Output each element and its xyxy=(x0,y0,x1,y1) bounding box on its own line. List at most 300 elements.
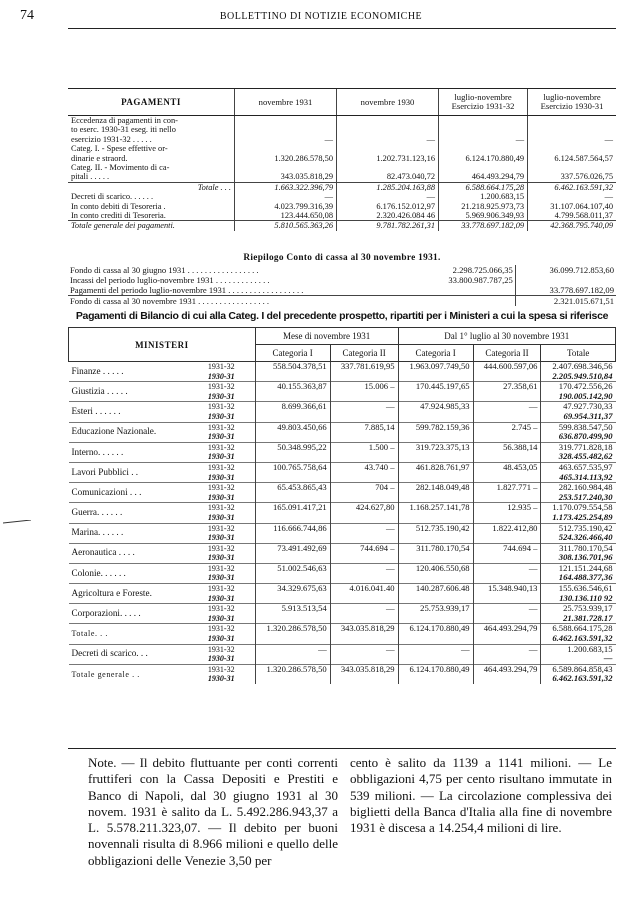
payments-row-label: Decreti di scarico. . . . . . xyxy=(71,192,154,202)
ministries-sub-1: Categoria II xyxy=(330,345,398,362)
ministry-prev-total: — xyxy=(541,654,616,664)
ministry-cell: 51.002.546,63 xyxy=(255,563,330,573)
ministry-cell-empty xyxy=(473,674,541,684)
payments-cell xyxy=(528,116,616,126)
ministry-year-prev-label: 1930-31 xyxy=(207,593,235,603)
ministry-row xyxy=(69,362,616,372)
ministry-cell: 50.348.995,22 xyxy=(255,442,330,452)
ministry-cell: 170.472.556,26 xyxy=(541,382,616,392)
ministry-cell-empty xyxy=(255,473,330,483)
payments-cell: 464.493.294,79 xyxy=(439,172,528,182)
recap-label: Pagamenti del periodo luglio-novembre 1931 . . . . . . . . . . . . . . . . . . xyxy=(70,285,304,295)
ministry-cell: 343.035.818,29 xyxy=(330,664,398,674)
ministry-name: Educazione Nazionale. xyxy=(69,422,202,442)
ministry-cell-empty xyxy=(473,654,541,664)
ministry-year-prev-label: 1930-31 xyxy=(207,553,235,563)
ministry-year-current: 1931-32 xyxy=(202,543,255,553)
payments-cell: — xyxy=(337,135,439,144)
ministry-cell: — xyxy=(330,644,398,654)
payments-row xyxy=(68,182,616,192)
ministry-cell-empty xyxy=(255,412,330,422)
recap-balance xyxy=(515,275,616,285)
ministry-cell: 65.453.865,43 xyxy=(255,483,330,493)
table-bottom-rule xyxy=(68,748,616,749)
ministry-year-current: 1931-32 xyxy=(202,462,255,472)
ministry-year-prev xyxy=(202,594,255,604)
recap-table xyxy=(68,265,616,306)
recap-amount xyxy=(415,296,516,307)
payments-cell: 4.799.568.011,37 xyxy=(528,211,616,221)
recap-row xyxy=(68,285,616,296)
ministry-row xyxy=(69,523,616,533)
payments-cell: 6.588.664.175,28 xyxy=(439,182,528,192)
ministry-cell-empty xyxy=(398,654,473,664)
ministry-cell: 512.735.190,42 xyxy=(398,523,473,533)
payments-cell xyxy=(337,116,439,126)
ministry-prev-total: 2.205.949.510,84 xyxy=(541,372,616,382)
payments-row xyxy=(68,116,616,126)
ministry-cell-empty xyxy=(398,452,473,462)
ministry-year-current: 1931-32 xyxy=(202,563,255,573)
payments-cell: — xyxy=(337,192,439,201)
ministry-cell: 120.406.550,68 xyxy=(398,563,473,573)
ministry-cell-empty xyxy=(398,432,473,442)
payments-cell xyxy=(337,144,439,153)
ministry-year-current: 1931-32 xyxy=(202,644,255,654)
ministry-cell: — xyxy=(330,604,398,614)
ministry-row xyxy=(69,503,616,513)
ministry-cell: 140.287.606.48 xyxy=(398,584,473,594)
recap-row xyxy=(68,275,616,285)
ministry-cell-empty xyxy=(473,412,541,422)
payments-cell: 21.218.925.973,73 xyxy=(439,202,528,211)
ministry-year-prev xyxy=(202,654,255,664)
ministry-prev-total: 21.381.728.17 xyxy=(541,614,616,624)
ministry-row xyxy=(69,543,616,553)
ministry-year-prev xyxy=(202,473,255,483)
payments-row-label: Categ. I. - Spese effettive or- xyxy=(71,144,168,154)
ministry-year-prev-label: 1930-31 xyxy=(207,452,235,462)
ministry-year-prev-label: 1930-31 xyxy=(207,674,235,684)
ministry-name: Aeronautica . . . . xyxy=(69,543,202,563)
recap-label: Fondo di cassa al 30 giugno 1931 . . . . . . . . . . . . . . . . . xyxy=(70,265,259,275)
ministry-cell: 282.148.049,48 xyxy=(398,483,473,493)
ministries-sub-0: Categoria I xyxy=(255,345,330,362)
ministry-cell-empty xyxy=(398,473,473,483)
ministry-prev-total: 6.462.163.591,32 xyxy=(541,674,616,684)
ministry-cell-empty xyxy=(398,614,473,624)
ministry-cell: 165.091.417,21 xyxy=(255,503,330,513)
ministry-name: Lavori Pubblici . . xyxy=(69,462,202,482)
ministry-year-current: 1931-32 xyxy=(202,523,255,533)
payments-cell: 82.473.040,72 xyxy=(337,172,439,182)
ministry-year-prev xyxy=(202,634,255,644)
ministry-cell: — xyxy=(473,563,541,573)
ministry-cell-empty xyxy=(473,634,541,644)
ministry-cell: — xyxy=(255,644,330,654)
ministry-cell-empty xyxy=(398,392,473,402)
note-left: Note. — Il debito fluttuante per conti correnti fruttiferi con la Cassa Depositi e Prestiti e Banco di Napoli, dal 30 giugno 1931 al 30 novem. 1931 è salito da L. 5.492.286.943,37 a L. 5.578.211.323,07. — Il debito per buoni novennali risulta di 8.966 milioni e quello delle obbligazioni delle Venezie 3,50 per xyxy=(88,755,338,868)
ministry-cell: 1.320.286.578,50 xyxy=(255,664,330,674)
ministry-cell: 704 – xyxy=(330,483,398,493)
payments-row xyxy=(68,192,616,201)
ministry-year-current: 1931-32 xyxy=(202,584,255,594)
ministry-year-prev xyxy=(202,432,255,442)
payments-col-jn3132: luglio-novembre Esercizio 1931-32 xyxy=(439,89,528,116)
ministry-year-current: 1931-32 xyxy=(202,624,255,634)
ministry-cell-empty xyxy=(255,674,330,684)
payments-table xyxy=(68,88,616,231)
ministry-year-prev xyxy=(202,392,255,402)
ministry-cell: 34.329.675,63 xyxy=(255,584,330,594)
ministry-cell-empty xyxy=(255,634,330,644)
ministry-name: Decreti di scarico. . . xyxy=(69,644,202,664)
ministry-cell-empty xyxy=(473,493,541,503)
payments-cell: 1.320.286.578,50 xyxy=(235,154,337,163)
ministry-name: Guerra. . . . . . xyxy=(69,503,202,523)
ministry-cell-empty xyxy=(473,452,541,462)
ministry-cell-empty xyxy=(398,533,473,543)
ministries-table xyxy=(68,327,616,684)
ministries-head-row-1 xyxy=(69,328,616,345)
ministry-year-prev-label: 1930-31 xyxy=(207,613,235,623)
recap-balance: 2.321.015.671,51 xyxy=(515,296,616,307)
ministry-cell-empty xyxy=(398,553,473,563)
payments-row-label: Totale generale dei pagamenti. xyxy=(68,221,235,231)
ministry-cell-empty xyxy=(398,412,473,422)
ministry-prev-total: 1.173.425.254,89 xyxy=(541,513,616,523)
ministry-row xyxy=(69,604,616,614)
payments-row-label: Eccedenza di pagamenti in con- xyxy=(71,116,178,125)
ministry-cell-empty xyxy=(473,513,541,523)
ministries-sub-4: Totale xyxy=(541,345,616,362)
ministry-year-prev-label: 1930-31 xyxy=(207,371,235,381)
ministry-cell: 2.745 – xyxy=(473,422,541,432)
ministry-cell: 461.828.761,97 xyxy=(398,462,473,472)
payments-row xyxy=(68,172,616,182)
ministry-cell: 444.600.597,06 xyxy=(473,362,541,372)
ministry-year-current: 1931-32 xyxy=(202,664,255,674)
ministry-cell: 1.963.097.749,50 xyxy=(398,362,473,372)
ministry-prev-total: 308.136.701,96 xyxy=(541,553,616,563)
ministry-cell: 73.491.492,69 xyxy=(255,543,330,553)
ministry-cell: 464.493.294,79 xyxy=(473,664,541,674)
ministry-year-prev xyxy=(202,674,255,684)
payments-row xyxy=(68,221,616,231)
ministry-cell-empty xyxy=(473,473,541,483)
ministry-cell-empty xyxy=(330,372,398,382)
ministry-cell-empty xyxy=(398,513,473,523)
recap-row xyxy=(68,296,616,307)
ministry-cell: 512.735.190,42 xyxy=(541,523,616,533)
ministry-year-current: 1931-32 xyxy=(202,402,255,412)
ministry-year-prev-label: 1930-31 xyxy=(207,634,235,644)
ministry-cell-empty xyxy=(330,533,398,543)
payments-cell xyxy=(235,116,337,126)
payments-header-row xyxy=(68,89,616,116)
ministry-year-prev-label: 1930-31 xyxy=(207,472,235,482)
payments-cell xyxy=(337,125,439,134)
ministry-cell: 47.927.730,33 xyxy=(541,402,616,412)
ministry-year-prev-label: 1930-31 xyxy=(207,654,235,664)
ministry-cell: 424.627,80 xyxy=(330,503,398,513)
payments-cell: 1.202.731.123,16 xyxy=(337,154,439,163)
ministry-cell: — xyxy=(473,604,541,614)
ministry-year-prev xyxy=(202,553,255,563)
ministry-cell-empty xyxy=(255,493,330,503)
ministry-cell: 100.765.758,64 xyxy=(255,462,330,472)
ministry-cell: — xyxy=(473,644,541,654)
ministry-cell: — xyxy=(330,523,398,533)
recap-title: Riepilogo Conto di cassa al 30 novembre 1931. xyxy=(243,253,441,263)
ministry-cell: 4.016.041.40 xyxy=(330,584,398,594)
payments-row xyxy=(68,144,616,153)
payments-row xyxy=(68,154,616,163)
ministry-cell-empty xyxy=(473,594,541,604)
ministry-cell-empty xyxy=(473,392,541,402)
ministry-cell: 6.124.170.880,49 xyxy=(398,664,473,674)
ministry-cell: 25.753.939,17 xyxy=(541,604,616,614)
payments-col-label: PAGAMENTI xyxy=(68,89,235,116)
payments-cell: — xyxy=(439,135,528,144)
ministry-cell-empty xyxy=(330,493,398,503)
ministry-cell: 47.924.985,33 xyxy=(398,402,473,412)
ministry-name: Interno. . . . . . xyxy=(69,442,202,462)
ministry-row xyxy=(69,442,616,452)
ministry-cell: 121.151.244,68 xyxy=(541,563,616,573)
ministry-name: Agricoltura e Foreste. xyxy=(69,584,202,604)
ministry-year-prev-label: 1930-31 xyxy=(207,492,235,502)
payments-cell xyxy=(235,163,337,172)
ministries-col-month: Mese di novembre 1931 xyxy=(255,328,398,345)
payments-cell xyxy=(439,144,528,153)
ministry-cell: 25.753.939,17 xyxy=(398,604,473,614)
ministry-cell-empty xyxy=(255,513,330,523)
payments-row xyxy=(68,125,616,134)
ministry-cell: 2.407.698.346,56 xyxy=(541,362,616,372)
ministries-col-label: MINISTERI xyxy=(69,328,256,362)
payments-cell xyxy=(439,116,528,126)
ministry-cell: 319.771.828,18 xyxy=(541,442,616,452)
payments-row-label: Categ. II. - Movimento di ca- xyxy=(71,163,170,173)
ministry-cell: 311.780.170,54 xyxy=(398,543,473,553)
ministry-cell-empty xyxy=(330,553,398,563)
margin-pencil-mark xyxy=(3,520,31,524)
ministry-prev-total: 253.517.240,30 xyxy=(541,493,616,503)
ministry-year-prev-label: 1930-31 xyxy=(207,512,235,522)
ministry-year-prev xyxy=(202,372,255,382)
payments-cell xyxy=(528,125,616,134)
ministry-prev-total: 69.954.311,37 xyxy=(541,412,616,422)
ministry-year-prev xyxy=(202,513,255,523)
ministry-row xyxy=(69,422,616,432)
ministry-prev-total: 636.870.499,90 xyxy=(541,432,616,442)
ministry-cell-empty xyxy=(255,614,330,624)
ministry-year-prev xyxy=(202,533,255,543)
ministry-year-current: 1931-32 xyxy=(202,362,255,372)
ministry-cell-empty xyxy=(398,674,473,684)
ministry-cell-empty xyxy=(330,634,398,644)
ministry-prev-total: 524.326.466,40 xyxy=(541,533,616,543)
ministry-name: Marina. . . . . . xyxy=(69,523,202,543)
payments-cell: 6.176.152.012,97 xyxy=(337,202,439,211)
ministry-cell: 343.035.818,29 xyxy=(330,624,398,634)
payments-body xyxy=(68,116,616,231)
payments-cell: 5.969.906.349,93 xyxy=(439,211,528,221)
ministry-cell-empty xyxy=(473,432,541,442)
ministry-year-current: 1931-32 xyxy=(202,604,255,614)
payments-row xyxy=(68,163,616,172)
ministry-cell-empty xyxy=(398,573,473,583)
ministry-name: Esteri . . . . . . xyxy=(69,402,202,422)
payments-row-label: Totale . . . xyxy=(68,182,235,192)
ministry-year-prev-label: 1930-31 xyxy=(207,533,235,543)
ministry-cell: 40.155.363,87 xyxy=(255,382,330,392)
ministry-cell-empty xyxy=(398,372,473,382)
payments-cell: 1.663.322.396,79 xyxy=(235,182,337,192)
ministry-cell-empty xyxy=(255,372,330,382)
ministry-cell: 15.006 – xyxy=(330,382,398,392)
ministry-cell: 1.827.771 – xyxy=(473,483,541,493)
ministry-year-current: 1931-32 xyxy=(202,503,255,513)
recap-label: Fondo di cassa al 30 novembre 1931 . . . . . . . . . . . . . . . . . xyxy=(68,296,415,307)
payments-cell xyxy=(528,163,616,172)
recap-amount xyxy=(415,285,516,296)
ministry-year-current: 1931-32 xyxy=(202,382,255,392)
ministry-cell: 43.740 – xyxy=(330,462,398,472)
ministry-row xyxy=(69,402,616,412)
ministry-year-current: 1931-32 xyxy=(202,442,255,452)
payments-cell: 9.781.782.261,31 xyxy=(337,221,439,231)
payments-row-label: pitali . . . . . xyxy=(71,172,110,182)
ministry-cell: 6.124.170.880,49 xyxy=(398,624,473,634)
payments-cell: 31.107.064.107,40 xyxy=(528,202,616,211)
ministry-cell-empty xyxy=(398,594,473,604)
payments-cell: 2.320.426.084 46 xyxy=(337,211,439,221)
ministry-cell-empty xyxy=(330,654,398,664)
ministry-cell: 12.935 – xyxy=(473,503,541,513)
ministry-prev-total: 164.488.377,36 xyxy=(541,573,616,583)
payments-row xyxy=(68,202,616,211)
note-right: cento è salito da 1139 a 1141 milioni. — Le obbligazioni 4,75 per cento risultano immutate in 539 milioni. — La circolazione complessiva dei biglietti della Banca d'Italia alla fine di novembre 1931 è discesa a 14.254,4 milioni di lire. xyxy=(350,755,612,836)
payments-col-nov30: novembre 1930 xyxy=(337,89,439,116)
ministry-cell: 744.694 – xyxy=(473,543,541,553)
payments-cell: 5.810.565.363,26 xyxy=(235,221,337,231)
ministry-cell-empty xyxy=(398,634,473,644)
ministry-cell-empty xyxy=(330,412,398,422)
ministry-cell: 319.723.375,13 xyxy=(398,442,473,452)
ministry-cell-empty xyxy=(255,573,330,583)
ministry-cell-empty xyxy=(330,614,398,624)
ministry-cell-empty xyxy=(398,493,473,503)
ministry-cell: 56.388,14 xyxy=(473,442,541,452)
ministry-year-prev-label: 1930-31 xyxy=(207,411,235,421)
payments-cell: 1.285.204.163,88 xyxy=(337,182,439,192)
ministry-cell-empty xyxy=(255,452,330,462)
ministry-row xyxy=(69,483,616,493)
ministry-cell: 7.885,14 xyxy=(330,422,398,432)
ministry-cell-empty xyxy=(330,674,398,684)
ministry-name: Totale. . . xyxy=(69,624,202,644)
ministry-cell-empty xyxy=(255,654,330,664)
ministry-prev-total: 465.314.113,92 xyxy=(541,473,616,483)
ministry-year-current: 1931-32 xyxy=(202,422,255,432)
payments-cell: 6.462.163.591,32 xyxy=(528,182,616,192)
ministry-cell: 744.694 – xyxy=(330,543,398,553)
ministry-cell: — xyxy=(398,644,473,654)
ministry-cell-empty xyxy=(330,432,398,442)
header-rule xyxy=(68,28,616,29)
ministry-prev-total: 190.005.142,90 xyxy=(541,392,616,402)
ministry-cell: — xyxy=(330,563,398,573)
ministry-year-prev xyxy=(202,493,255,503)
ministry-year-prev xyxy=(202,412,255,422)
payments-row-label: In conto crediti di Tesoreria. xyxy=(71,211,166,221)
ministry-cell-empty xyxy=(473,553,541,563)
ministry-year-prev-label: 1930-31 xyxy=(207,573,235,583)
ministry-cell: 463.657.535,97 xyxy=(541,462,616,472)
ministry-cell-empty xyxy=(473,533,541,543)
recap-amount: 33.800.987.787,25 xyxy=(448,275,513,285)
ministry-cell: 464.493.294,79 xyxy=(473,624,541,634)
payments-cell: 123.444.650,08 xyxy=(235,211,337,221)
page-number: 74 xyxy=(20,8,34,23)
ministry-cell-empty xyxy=(330,594,398,604)
ministry-cell: 155.636.546,61 xyxy=(541,584,616,594)
payments-row-label: esercizio 1931-32 . . . . . xyxy=(71,134,152,144)
ministry-cell: — xyxy=(330,402,398,412)
ministry-cell: 5.913.513,54 xyxy=(255,604,330,614)
ministry-cell-empty xyxy=(255,533,330,543)
ministry-cell: 1.822.412,80 xyxy=(473,523,541,533)
recap-amount: 2.298.725.066,35 xyxy=(452,265,513,275)
section-title: Pagamenti di Bilancio di cui alla Categ. I del precedente prospetto, ripartiti per i Ministeri a cui la spesa si riferisce xyxy=(75,310,609,322)
ministries-body xyxy=(69,362,616,685)
ministry-prev-total: 328.455.482,62 xyxy=(541,452,616,462)
ministry-name: Finanze . . . . . xyxy=(69,362,202,382)
ministry-row xyxy=(69,563,616,573)
ministry-cell: 311.780.170,54 xyxy=(541,543,616,553)
ministry-cell: 1.170.079.554,58 xyxy=(541,503,616,513)
page-header xyxy=(20,8,622,28)
ministry-cell-empty xyxy=(330,573,398,583)
payments-row-label: to eserc. 1930-31 eseg. iti nello xyxy=(71,125,176,135)
payments-row-label: In conto debiti di Tesoreria . xyxy=(71,201,166,211)
payments-cell: 1.200.683,15 xyxy=(439,192,528,201)
ministry-cell-empty xyxy=(255,392,330,402)
ministry-year-prev-label: 1930-31 xyxy=(207,432,235,442)
ministry-name: Totale generale . . xyxy=(69,664,202,684)
payments-cell xyxy=(235,125,337,134)
ministry-cell-empty xyxy=(330,513,398,523)
payments-cell: 6.124.587.564,57 xyxy=(528,154,616,163)
payments-row-label: dinarie e straord. xyxy=(71,153,128,163)
ministry-name: Giustizia . . . . . xyxy=(69,382,202,402)
ministry-year-prev xyxy=(202,452,255,462)
payments-cell: 6.124.170.880,49 xyxy=(439,154,528,163)
ministry-cell: 15.348.940,13 xyxy=(473,584,541,594)
payments-cell: — xyxy=(528,192,616,201)
ministry-cell-empty xyxy=(330,452,398,462)
ministry-cell-empty xyxy=(473,372,541,382)
payments-cell: — xyxy=(528,135,616,144)
ministry-cell-empty xyxy=(255,432,330,442)
payments-cell: 42.368.795.740,09 xyxy=(528,221,616,231)
ministry-name: Colonie. . . . . . xyxy=(69,563,202,583)
ministry-cell: 27.358,61 xyxy=(473,382,541,392)
running-title: BOLLETTINO DI NOTIZIE ECONOMICHE xyxy=(219,11,423,22)
ministry-name: Corporazioni. . . . . xyxy=(69,604,202,624)
